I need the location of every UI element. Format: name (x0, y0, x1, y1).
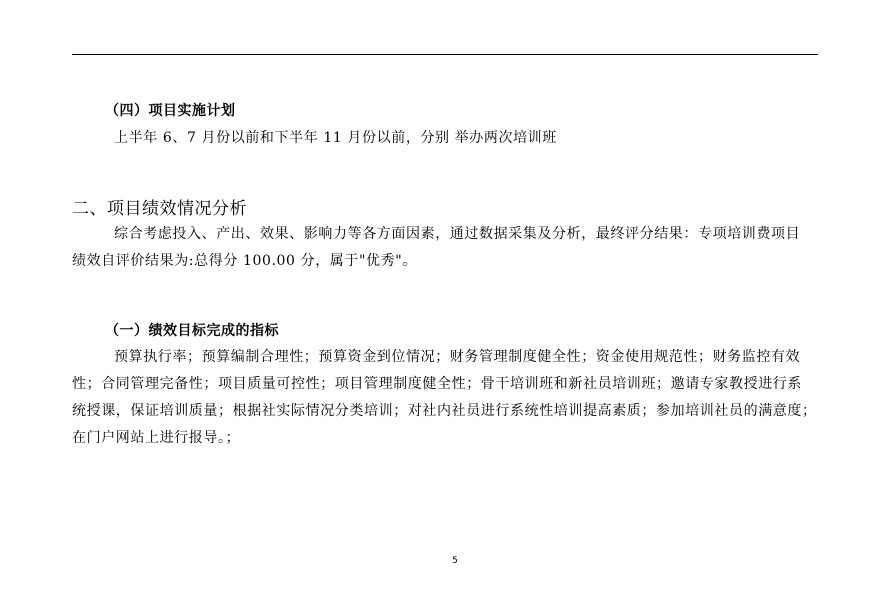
target-indicators-paragraph (72, 344, 818, 452)
section-heading-implementation-plan: （四）项目实施计划 (105, 103, 236, 119)
paragraph-line: 在门户网站上进行报导。； (72, 430, 241, 446)
section-heading-performance-analysis: 二、项目绩效情况分析 (72, 199, 247, 219)
paragraph-line: 绩效自评价结果为:总得分 100.00 分，属于"优秀"。 (72, 253, 417, 269)
paragraph-line: 综合考虑投入、产出、效果、影响力等各方面因素，通过数据采集及分析，最终评分结果：专项培训费项目 (114, 226, 801, 242)
header-rule (72, 54, 818, 55)
performance-analysis-paragraph (72, 221, 818, 275)
paragraph-line: 预算执行率；预算编制合理性；预算资金到位情况；财务管理制度健全性；资金使用规范性；财务监控有效 (114, 349, 801, 365)
page-number: 5 (452, 556, 458, 566)
section-heading-target-indicators: （一）绩效目标完成的指标 (105, 323, 279, 339)
paragraph-line: 上半年 6、7 月份以前和下半年 11 月份以前，分别 举办两次培训班 (114, 130, 557, 146)
paragraph-line: 性；合同管理完备性；项目质量可控性；项目管理制度健全性；骨干培训班和新社员培训班；邀请专家教授进行系 (72, 376, 802, 392)
paragraph-line: 统授课，保证培训质量；根据社实际情况分类培训；对社内社员进行系统性培训提高素质；参加培训社员的满意度； (72, 403, 817, 419)
implementation-plan-paragraph (72, 125, 818, 152)
